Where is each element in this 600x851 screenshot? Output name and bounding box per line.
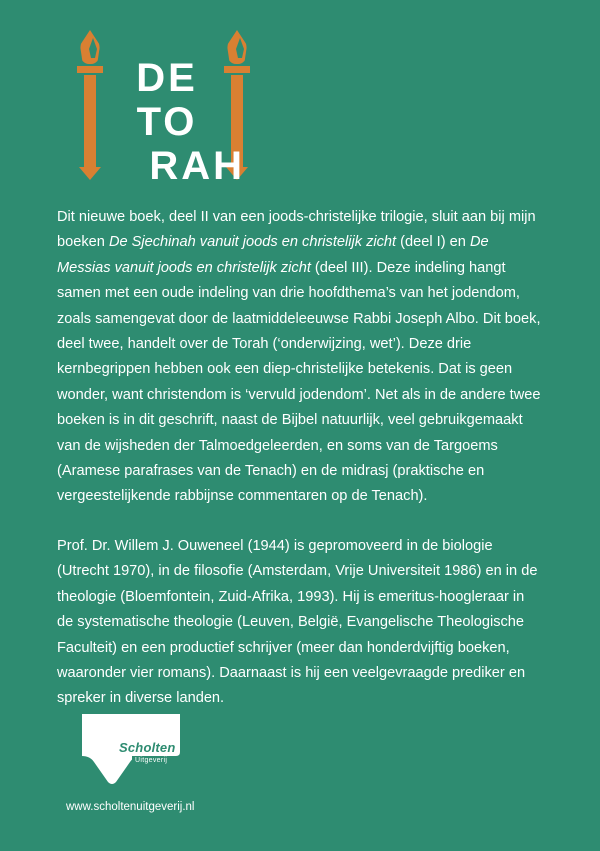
torch-flame-inner-left — [89, 38, 97, 58]
torch-collar-left — [77, 66, 103, 73]
title-line-2: TO — [136, 100, 198, 144]
book-title-logo — [57, 30, 257, 188]
cover-body-text — [57, 205, 544, 736]
author-bio-paragraph: Prof. Dr. Willem J. Ouweneel (1944) is gepromoveerd in de biologie (Utrecht 1970), in de filosofie (Amsterdam, Vrije Universiteit 1986) en in de theologie (Bloemfontein, Zuid-Afrika, 1993). Hij is emeritus-hoogleraar in de systematische theologie (Leuven, België, Evangelische Theologische Faculteit) en een productief schrijver (meer dan honderdvijftig boeken, waaronder vier romans). Daarnaast is hij een veelgevraagde prediker en spreker in diverse landen. — [57, 537, 538, 707]
blurb-paragraph: Dit nieuwe boek, deel II van een joods-christelijke trilogie, sluit aan bij mijn boeken De Sjechinah vanuit joods en christelijk zicht (deel I) en De Messias vanuit joods en christelijk zicht (deel III). Deze indeling hangt samen met een oude indeling van drie hoofdthema’s van het jodendom, zoals samengevat door de laatmiddeleeuwse Rabbi Joseph Albo. Dit boek, deel twee, handelt over de Torah (‘onderwijzing, wet’). Deze drie kernbegrippen hebben ook een diep-christelijke betekenis. Dat is geen wonder, want christendom is ‘vervuld jodendom’. Net als in de andere twee boeken is in dit geschrift, naast de Bijbel natuurlijk, veel gebruikgemaakt van de wijsheden der Talmoedgeleerden, en soms van de Targoems (Aramese parafrases van de Tenach) en de midrasj (praktische en vergeestelijkende rabbijnse commentaren op de Tenach). — [57, 209, 541, 505]
publisher-logo — [76, 712, 186, 784]
torch-flame-inner-right — [236, 38, 244, 58]
title-line-3: RAH — [149, 144, 245, 188]
torch-stem-left — [84, 75, 96, 167]
torch-icon-left — [77, 30, 103, 180]
publisher-subtitle: Uitgeverij — [132, 756, 170, 765]
torch-flame-right — [227, 30, 247, 64]
torch-collar-right — [224, 66, 250, 73]
publisher-name: Scholten — [119, 740, 176, 755]
publisher-website[interactable]: www.scholtenuitgeverij.nl — [66, 801, 195, 813]
torch-flame-left — [80, 30, 100, 64]
title-line-1: DE — [136, 56, 198, 100]
torch-foot-left — [79, 167, 101, 180]
page-title — [107, 56, 245, 188]
